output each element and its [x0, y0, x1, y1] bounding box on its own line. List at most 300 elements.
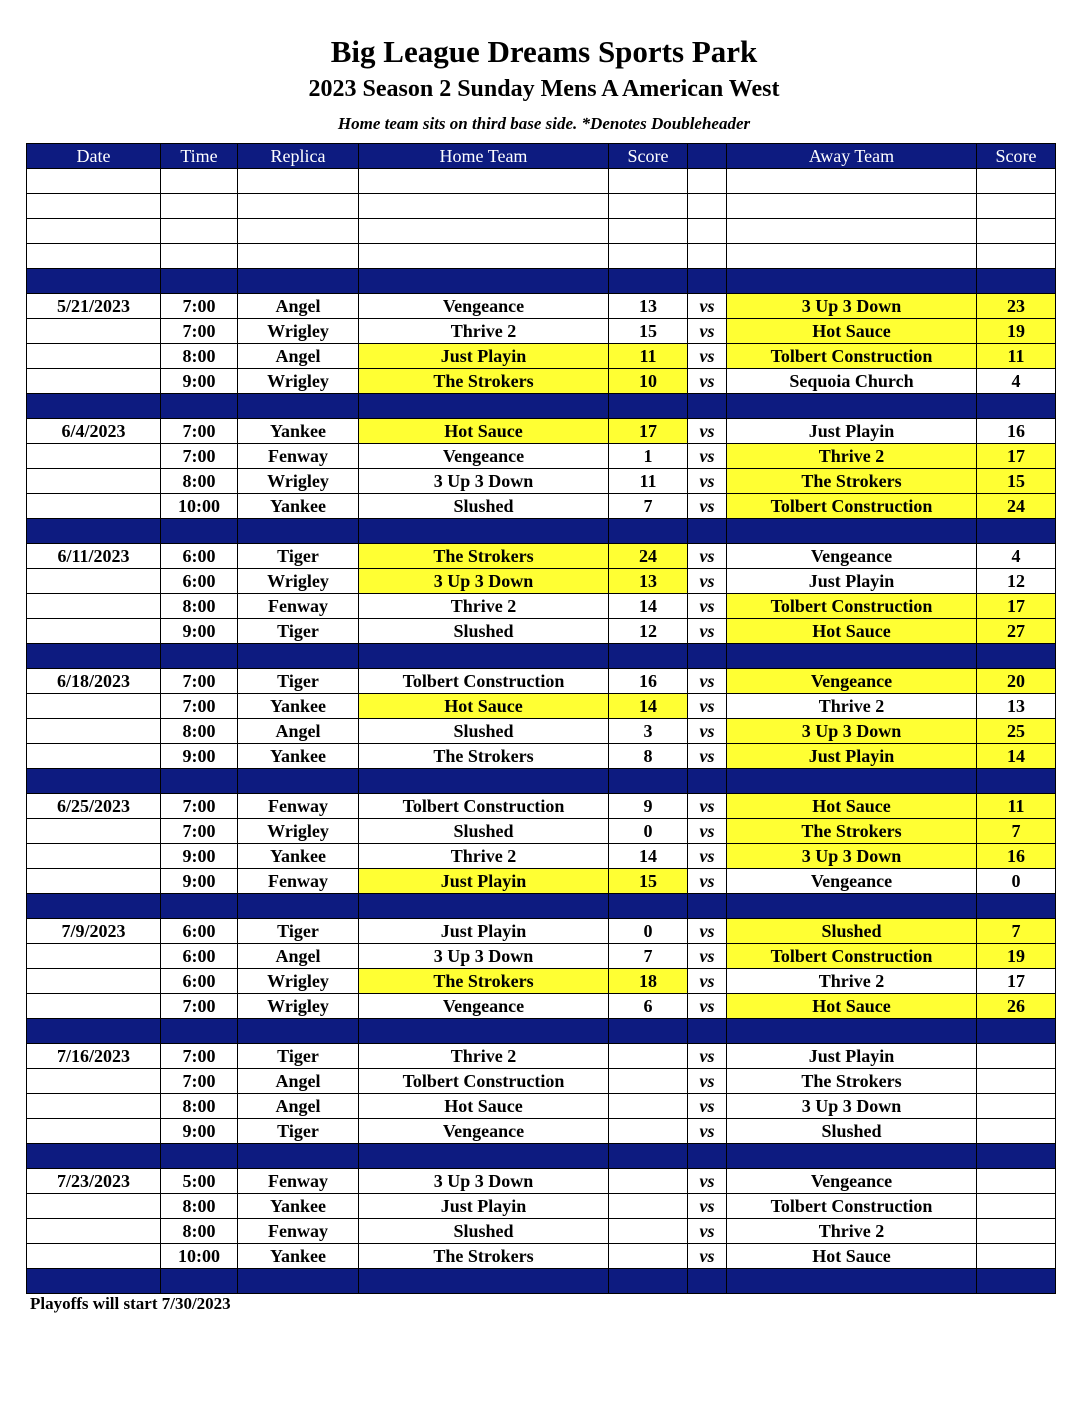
away-score-cell: 15 — [977, 469, 1056, 494]
vs-cell: vs — [688, 719, 727, 744]
time-cell — [161, 194, 238, 219]
home-score-cell — [609, 894, 688, 919]
schedule-body — [27, 169, 1056, 1294]
replica-cell: Fenway — [238, 1219, 359, 1244]
vs-cell: vs — [688, 569, 727, 594]
home-score-cell — [609, 1119, 688, 1144]
home-team-cell: Tolbert Construction — [359, 1069, 609, 1094]
replica-cell — [238, 269, 359, 294]
home-team-cell: 3 Up 3 Down — [359, 944, 609, 969]
replica-cell: Yankee — [238, 694, 359, 719]
away-team-cell: Hot Sauce — [727, 994, 977, 1019]
away-team-cell: Vengeance — [727, 544, 977, 569]
separator-row — [27, 769, 1056, 794]
home-score-cell: 0 — [609, 919, 688, 944]
vs-cell: vs — [688, 1119, 727, 1144]
home-score-cell — [609, 1244, 688, 1269]
game-row — [27, 744, 1056, 769]
home-team-cell: Slushed — [359, 1219, 609, 1244]
away-team-cell: Tolbert Construction — [727, 1194, 977, 1219]
home-team-cell: Tolbert Construction — [359, 669, 609, 694]
game-row — [27, 369, 1056, 394]
vs-cell: vs — [688, 1069, 727, 1094]
date-cell — [27, 1244, 161, 1269]
home-score-cell — [609, 1044, 688, 1069]
date-cell — [27, 344, 161, 369]
home-team-cell: Just Playin — [359, 1194, 609, 1219]
game-row — [27, 919, 1056, 944]
home-score-cell — [609, 269, 688, 294]
date-cell — [27, 844, 161, 869]
game-row — [27, 294, 1056, 319]
away-score-cell — [977, 169, 1056, 194]
replica-cell: Fenway — [238, 594, 359, 619]
vs-cell — [688, 1269, 727, 1294]
separator-row — [27, 269, 1056, 294]
date-cell — [27, 494, 161, 519]
time-cell: 9:00 — [161, 369, 238, 394]
home-score-cell: 7 — [609, 944, 688, 969]
game-row — [27, 1169, 1056, 1194]
time-cell: 6:00 — [161, 919, 238, 944]
vs-cell: vs — [688, 544, 727, 569]
away-score-cell — [977, 1244, 1056, 1269]
time-cell — [161, 219, 238, 244]
away-score-cell: 26 — [977, 994, 1056, 1019]
away-score-cell — [977, 1219, 1056, 1244]
home-team-cell — [359, 194, 609, 219]
game-row — [27, 344, 1056, 369]
header-row — [27, 144, 1056, 169]
date-cell — [27, 819, 161, 844]
away-team-cell: Tolbert Construction — [727, 944, 977, 969]
vs-cell — [688, 894, 727, 919]
away-team-cell: Just Playin — [727, 744, 977, 769]
replica-cell — [238, 894, 359, 919]
away-score-cell: 12 — [977, 569, 1056, 594]
home-score-cell — [609, 1169, 688, 1194]
separator-row — [27, 1269, 1056, 1294]
vs-cell — [688, 269, 727, 294]
header-replica: Replica — [238, 144, 359, 169]
date-cell — [27, 944, 161, 969]
date-cell — [27, 1094, 161, 1119]
date-cell: 7/9/2023 — [27, 919, 161, 944]
time-cell — [161, 769, 238, 794]
game-row — [27, 969, 1056, 994]
home-score-cell — [609, 169, 688, 194]
time-cell: 7:00 — [161, 1044, 238, 1069]
date-cell — [27, 269, 161, 294]
home-score-cell — [609, 1144, 688, 1169]
home-team-cell: Vengeance — [359, 994, 609, 1019]
vs-cell: vs — [688, 469, 727, 494]
time-cell: 6:00 — [161, 569, 238, 594]
home-team-cell: Slushed — [359, 719, 609, 744]
home-score-cell — [609, 1194, 688, 1219]
date-cell — [27, 1144, 161, 1169]
replica-cell: Fenway — [238, 794, 359, 819]
time-cell: 6:00 — [161, 969, 238, 994]
home-team-cell — [359, 244, 609, 269]
replica-cell: Tiger — [238, 669, 359, 694]
away-score-cell — [977, 269, 1056, 294]
date-cell: 6/25/2023 — [27, 794, 161, 819]
away-team-cell: 3 Up 3 Down — [727, 294, 977, 319]
away-team-cell: Thrive 2 — [727, 1219, 977, 1244]
away-team-cell: Vengeance — [727, 669, 977, 694]
time-cell: 9:00 — [161, 619, 238, 644]
away-score-cell: 7 — [977, 919, 1056, 944]
away-team-cell: Just Playin — [727, 419, 977, 444]
away-score-cell: 11 — [977, 344, 1056, 369]
away-team-cell: The Strokers — [727, 469, 977, 494]
replica-cell: Wrigley — [238, 469, 359, 494]
away-team-cell — [727, 1144, 977, 1169]
vs-cell: vs — [688, 494, 727, 519]
game-row — [27, 844, 1056, 869]
date-cell: 7/16/2023 — [27, 1044, 161, 1069]
replica-cell — [238, 394, 359, 419]
time-cell — [161, 244, 238, 269]
game-row — [27, 569, 1056, 594]
replica-cell: Yankee — [238, 419, 359, 444]
time-cell: 10:00 — [161, 494, 238, 519]
away-team-cell — [727, 644, 977, 669]
date-cell — [27, 719, 161, 744]
home-team-cell — [359, 894, 609, 919]
time-cell: 7:00 — [161, 994, 238, 1019]
game-row — [27, 944, 1056, 969]
date-cell — [27, 619, 161, 644]
time-cell: 7:00 — [161, 694, 238, 719]
home-team-cell: 3 Up 3 Down — [359, 1169, 609, 1194]
away-score-cell — [977, 769, 1056, 794]
time-cell: 7:00 — [161, 819, 238, 844]
game-row — [27, 419, 1056, 444]
away-team-cell: Slushed — [727, 919, 977, 944]
away-team-cell: Thrive 2 — [727, 969, 977, 994]
home-score-cell: 16 — [609, 669, 688, 694]
time-cell: 9:00 — [161, 869, 238, 894]
home-team-cell: 3 Up 3 Down — [359, 469, 609, 494]
game-row — [27, 1094, 1056, 1119]
away-score-cell — [977, 1019, 1056, 1044]
away-score-cell: 11 — [977, 794, 1056, 819]
game-row — [27, 494, 1056, 519]
time-cell — [161, 644, 238, 669]
game-row — [27, 319, 1056, 344]
game-row — [27, 1119, 1056, 1144]
game-row — [27, 994, 1056, 1019]
vs-cell: vs — [688, 1169, 727, 1194]
away-team-cell: Just Playin — [727, 1044, 977, 1069]
away-team-cell: Tolbert Construction — [727, 344, 977, 369]
away-team-cell: Slushed — [727, 1119, 977, 1144]
game-row — [27, 794, 1056, 819]
date-cell — [27, 444, 161, 469]
away-team-cell — [727, 194, 977, 219]
replica-cell: Wrigley — [238, 569, 359, 594]
time-cell: 7:00 — [161, 1069, 238, 1094]
away-score-cell — [977, 1144, 1056, 1169]
time-cell: 6:00 — [161, 944, 238, 969]
header-time: Time — [161, 144, 238, 169]
game-row — [27, 819, 1056, 844]
blank-row — [27, 194, 1056, 219]
date-cell: 6/4/2023 — [27, 419, 161, 444]
vs-cell — [688, 394, 727, 419]
home-score-cell: 15 — [609, 869, 688, 894]
game-row — [27, 1044, 1056, 1069]
time-cell: 7:00 — [161, 444, 238, 469]
away-score-cell: 16 — [977, 844, 1056, 869]
date-cell — [27, 694, 161, 719]
home-team-cell: Thrive 2 — [359, 1044, 609, 1069]
date-cell — [27, 1019, 161, 1044]
time-cell: 8:00 — [161, 469, 238, 494]
page-title: Big League Dreams Sports Park — [330, 34, 758, 69]
home-team-cell — [359, 644, 609, 669]
away-team-cell: 3 Up 3 Down — [727, 719, 977, 744]
game-row — [27, 594, 1056, 619]
home-score-cell: 0 — [609, 819, 688, 844]
separator-row — [27, 1019, 1056, 1044]
time-cell — [161, 1269, 238, 1294]
home-team-cell: 3 Up 3 Down — [359, 569, 609, 594]
game-row — [27, 1069, 1056, 1094]
home-team-cell: The Strokers — [359, 369, 609, 394]
replica-cell — [238, 769, 359, 794]
blank-row — [27, 169, 1056, 194]
away-score-cell: 25 — [977, 719, 1056, 744]
away-score-cell — [977, 394, 1056, 419]
vs-cell: vs — [688, 319, 727, 344]
time-cell — [161, 1019, 238, 1044]
time-cell — [161, 1144, 238, 1169]
away-score-cell: 16 — [977, 419, 1056, 444]
away-team-cell — [727, 394, 977, 419]
away-team-cell: 3 Up 3 Down — [727, 844, 977, 869]
home-team-cell: Hot Sauce — [359, 419, 609, 444]
home-score-cell — [609, 219, 688, 244]
time-cell: 7:00 — [161, 294, 238, 319]
away-score-cell — [977, 1194, 1056, 1219]
away-score-cell: 23 — [977, 294, 1056, 319]
replica-cell: Yankee — [238, 1244, 359, 1269]
vs-cell: vs — [688, 744, 727, 769]
replica-cell: Wrigley — [238, 969, 359, 994]
home-team-cell: Just Playin — [359, 919, 609, 944]
home-score-cell — [609, 519, 688, 544]
away-team-cell: Hot Sauce — [727, 794, 977, 819]
replica-cell: Yankee — [238, 1194, 359, 1219]
home-score-cell: 13 — [609, 294, 688, 319]
home-team-cell: Thrive 2 — [359, 319, 609, 344]
game-row — [27, 444, 1056, 469]
away-score-cell: 13 — [977, 694, 1056, 719]
away-team-cell: Thrive 2 — [727, 444, 977, 469]
game-row — [27, 669, 1056, 694]
date-cell — [27, 369, 161, 394]
home-team-cell: Slushed — [359, 494, 609, 519]
home-score-cell: 14 — [609, 594, 688, 619]
date-cell — [27, 394, 161, 419]
vs-cell: vs — [688, 444, 727, 469]
home-team-cell — [359, 219, 609, 244]
date-cell — [27, 594, 161, 619]
away-team-cell: Tolbert Construction — [727, 494, 977, 519]
away-team-cell: Hot Sauce — [727, 619, 977, 644]
game-row — [27, 544, 1056, 569]
replica-cell: Fenway — [238, 869, 359, 894]
home-score-cell — [609, 1069, 688, 1094]
home-team-cell: Just Playin — [359, 344, 609, 369]
game-row — [27, 1219, 1056, 1244]
home-team-cell: The Strokers — [359, 1244, 609, 1269]
header-away-score: Score — [977, 144, 1056, 169]
date-cell — [27, 869, 161, 894]
game-row — [27, 719, 1056, 744]
vs-cell — [688, 769, 727, 794]
away-score-cell — [977, 244, 1056, 269]
date-cell — [27, 469, 161, 494]
replica-cell: Wrigley — [238, 994, 359, 1019]
away-team-cell: Just Playin — [727, 569, 977, 594]
home-team-cell: Slushed — [359, 819, 609, 844]
away-team-cell — [727, 219, 977, 244]
home-score-cell — [609, 1019, 688, 1044]
home-score-cell — [609, 644, 688, 669]
vs-cell: vs — [688, 794, 727, 819]
home-score-cell: 1 — [609, 444, 688, 469]
replica-cell — [238, 1144, 359, 1169]
home-score-cell: 24 — [609, 544, 688, 569]
replica-cell — [238, 194, 359, 219]
replica-cell: Yankee — [238, 494, 359, 519]
vs-cell: vs — [688, 944, 727, 969]
page-subtitle: 2023 Season 2 Sunday Mens A American West — [308, 76, 780, 102]
vs-cell: vs — [688, 419, 727, 444]
separator-row — [27, 394, 1056, 419]
away-team-cell — [727, 519, 977, 544]
home-team-cell: Thrive 2 — [359, 844, 609, 869]
replica-cell: Yankee — [238, 744, 359, 769]
date-cell — [27, 244, 161, 269]
vs-cell — [688, 169, 727, 194]
home-score-cell: 3 — [609, 719, 688, 744]
replica-cell — [238, 1269, 359, 1294]
home-team-cell: Vengeance — [359, 294, 609, 319]
away-team-cell: Tolbert Construction — [727, 594, 977, 619]
home-team-cell: Tolbert Construction — [359, 794, 609, 819]
away-score-cell: 7 — [977, 819, 1056, 844]
away-score-cell — [977, 1169, 1056, 1194]
time-cell — [161, 269, 238, 294]
away-score-cell: 19 — [977, 319, 1056, 344]
time-cell: 10:00 — [161, 1244, 238, 1269]
vs-cell: vs — [688, 1094, 727, 1119]
away-team-cell — [727, 244, 977, 269]
away-score-cell — [977, 644, 1056, 669]
home-team-cell: Hot Sauce — [359, 1094, 609, 1119]
separator-row — [27, 894, 1056, 919]
date-cell — [27, 519, 161, 544]
home-team-cell: Just Playin — [359, 869, 609, 894]
vs-cell — [688, 194, 727, 219]
away-team-cell — [727, 169, 977, 194]
replica-cell: Tiger — [238, 919, 359, 944]
away-score-cell: 4 — [977, 544, 1056, 569]
replica-cell — [238, 169, 359, 194]
away-score-cell — [977, 1044, 1056, 1069]
home-team-cell — [359, 169, 609, 194]
vs-cell — [688, 644, 727, 669]
vs-cell: vs — [688, 869, 727, 894]
time-cell — [161, 894, 238, 919]
away-team-cell — [727, 1269, 977, 1294]
schedule-note: Home team sits on third base side. *Denotes Doubleheader — [337, 114, 751, 133]
replica-cell: Tiger — [238, 1044, 359, 1069]
date-cell — [27, 1119, 161, 1144]
vs-cell: vs — [688, 1244, 727, 1269]
away-team-cell: Thrive 2 — [727, 694, 977, 719]
away-score-cell: 27 — [977, 619, 1056, 644]
away-team-cell: Vengeance — [727, 869, 977, 894]
replica-cell — [238, 644, 359, 669]
time-cell: 8:00 — [161, 719, 238, 744]
vs-cell — [688, 244, 727, 269]
date-cell — [27, 1219, 161, 1244]
time-cell: 6:00 — [161, 544, 238, 569]
home-team-cell: Thrive 2 — [359, 594, 609, 619]
date-cell — [27, 169, 161, 194]
date-cell — [27, 969, 161, 994]
time-cell: 8:00 — [161, 594, 238, 619]
schedule-table — [26, 143, 1056, 1294]
vs-cell: vs — [688, 969, 727, 994]
away-score-cell: 20 — [977, 669, 1056, 694]
header-home-score: Score — [609, 144, 688, 169]
time-cell: 5:00 — [161, 1169, 238, 1194]
time-cell: 7:00 — [161, 669, 238, 694]
replica-cell: Angel — [238, 1094, 359, 1119]
vs-cell: vs — [688, 694, 727, 719]
date-cell — [27, 644, 161, 669]
away-score-cell: 17 — [977, 594, 1056, 619]
time-cell: 7:00 — [161, 419, 238, 444]
home-score-cell: 17 — [609, 419, 688, 444]
time-cell: 8:00 — [161, 1094, 238, 1119]
vs-cell: vs — [688, 369, 727, 394]
home-team-cell: The Strokers — [359, 544, 609, 569]
away-team-cell: Hot Sauce — [727, 319, 977, 344]
home-team-cell — [359, 1144, 609, 1169]
time-cell — [161, 519, 238, 544]
vs-cell: vs — [688, 994, 727, 1019]
home-score-cell: 14 — [609, 844, 688, 869]
time-cell — [161, 169, 238, 194]
home-team-cell: Vengeance — [359, 1119, 609, 1144]
home-score-cell: 18 — [609, 969, 688, 994]
home-score-cell: 13 — [609, 569, 688, 594]
home-team-cell — [359, 519, 609, 544]
home-team-cell: The Strokers — [359, 744, 609, 769]
away-team-cell — [727, 1019, 977, 1044]
home-score-cell: 15 — [609, 319, 688, 344]
home-score-cell — [609, 769, 688, 794]
replica-cell: Fenway — [238, 444, 359, 469]
